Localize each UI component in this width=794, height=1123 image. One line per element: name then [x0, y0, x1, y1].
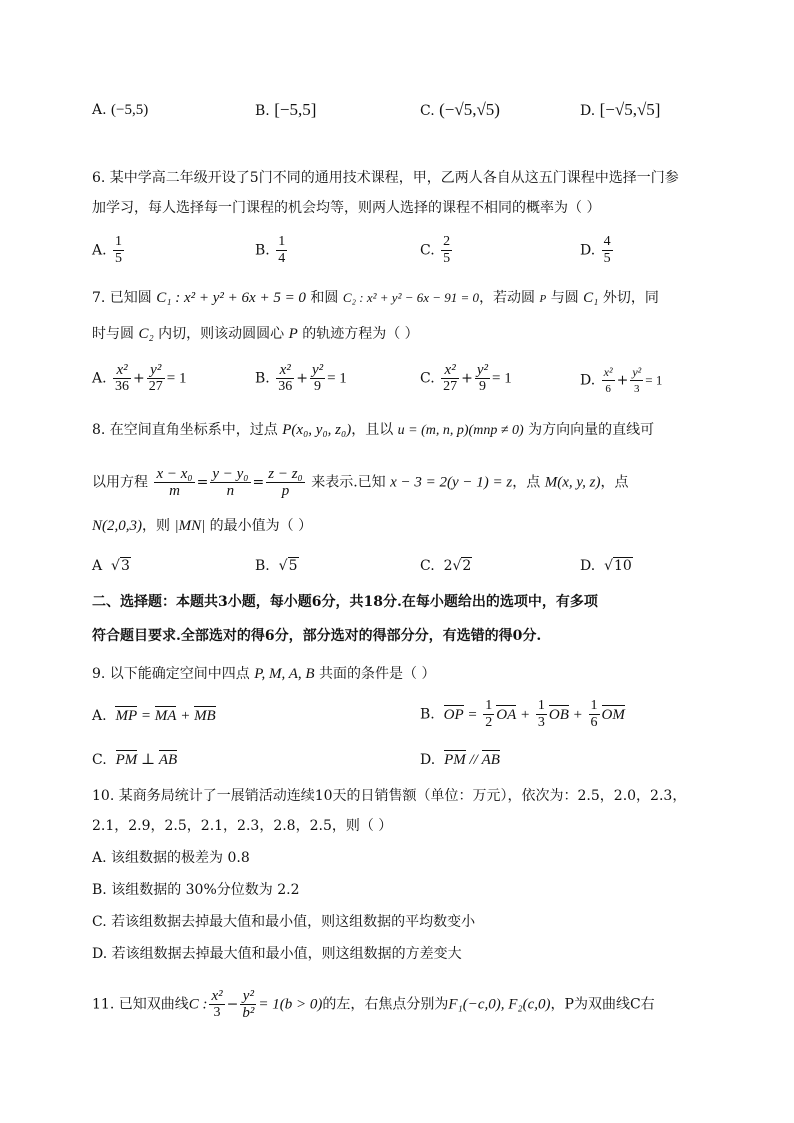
q7-option-d: D. $\frac{\text{x²}}{6}$ + $\frac{\text{y²}}{3}$ = 1 — [580, 365, 663, 395]
q8-stem-line1: 8. 在空间直角坐标系中，过点 P(x₀, y₀, z₀)，且以 u = (m, n, p)(mnp ≠ 0) 为方向向量的直线可 — [92, 422, 655, 438]
q9-option-b: B. OP = $\frac{1}{2}$ OA + $\frac{1}{3}$ OB + $\frac{1}{6}$ OM — [420, 698, 625, 730]
q6-option-b: B. $\frac{1}{4}$ — [255, 234, 286, 266]
q9-option-a: A. MP = MA + MB — [92, 708, 216, 724]
q7-option-a: A. $\frac{\text{x²}}{36}$ + $\frac{\text{y²}}{27}$ = 1 — [92, 362, 187, 394]
q8-stem-line3: N(2,0,3)，则 |MN| 的最小值为（ ） — [92, 518, 313, 534]
q5-option-a: A. (−5,5) — [92, 102, 149, 118]
q9-stem: 9. 以下能确定空间中四点 P, M, A, B 共面的条件是（ ） — [92, 666, 436, 682]
q7-option-c: C. $\frac{\text{x²}}{27}$ + $\frac{\text{y²}}{9}$ = 1 — [420, 362, 512, 394]
q8-option-c: C. 2√2 — [420, 558, 472, 574]
q11-stem: 11. 已知双曲线C : $\frac{\text{x²}}{3}$ − $\frac{\text{y²}}{\text{b²}}$ = 1(b > 0)的左，右焦点分别为F₁(−c,0), F₂(c,0)，P为双曲线C右 — [92, 988, 655, 1021]
q8-option-b: B. √5 — [255, 558, 298, 574]
q6-option-a: A. $\frac{1}{5}$ — [92, 234, 123, 266]
q5-option-b: B. [−5,5] — [255, 100, 317, 119]
q10-option-b: B. 该组数据的 30%分位数为 2.2 — [92, 882, 300, 898]
q8-stem-line2: 以用方程 $\frac{\text{x − x₀}}{m}$ = $\frac{\text{y − y₀}}{n}$ = $\frac{\text{z − z₀}}{p}$ 来表示.已知 x − 3 = 2(y − 1) = z，点 M(x, y, z)，点 — [92, 466, 629, 499]
q10-stem-line1: 10. 某商务局统计了一展销活动连续10天的日销售额（单位：万元），依次为：2.5，2.0，2.3， — [92, 788, 687, 804]
q8-option-a: A √3 — [92, 558, 130, 574]
q6-option-c: C. $\frac{2}{5}$ — [420, 234, 451, 266]
q9-option-c: C. PM ⊥ AB — [92, 752, 178, 768]
q10-option-d: D. 若该组数据去掉最大值和最小值，则这组数据的方差变大 — [92, 946, 462, 962]
q8-option-d: D. √10 — [580, 558, 632, 574]
q7-stem-line2: 时与圆 C₂ 内切，则该动圆圆心 P 的轨迹方程为（ ） — [92, 326, 419, 342]
q5-option-d: D. [−√5,√5] — [580, 100, 661, 119]
q10-stem-line2: 2.1，2.9，2.5，2.1，2.3，2.8，2.5，则（ ） — [92, 818, 393, 834]
q9-option-d: D. PM // AB — [420, 752, 500, 768]
q7-stem-line1: 7. 已知圆 C₁ : x² + y² + 6x + 5 = 0 和圆 C₂ : x² + y² − 6x − 91 = 0，若动圆 P 与圆 C₁ 外切，同 — [92, 290, 659, 306]
q6-stem-line1: 6. 某中学高二年级开设了5门不同的通用技术课程，甲，乙两人各自从这五门课程中选择一门参 — [92, 170, 679, 186]
q10-option-a: A. 该组数据的极差为 0.8 — [92, 850, 250, 866]
section2-heading-line1: 二、选择题：本题共3小题，每小题6分，共18分.在每小题给出的选项中，有多项 — [92, 594, 598, 610]
q10-option-c: C. 若该组数据去掉最大值和最小值，则这组数据的平均数变小 — [92, 914, 476, 930]
q6-stem-line2: 加学习，每人选择每一门课程的机会均等，则两人选择的课程不相同的概率为（ ） — [92, 200, 601, 216]
section2-heading-line2: 符合题目要求.全部选对的得6分，部分选对的得部分分，有选错的得0分. — [92, 628, 542, 644]
q5-option-c: C. (−√5,√5) — [420, 100, 500, 119]
q6-option-d: D. $\frac{4}{5}$ — [580, 234, 611, 266]
q7-option-b: B. $\frac{\text{x²}}{36}$ + $\frac{\text{y²}}{9}$ = 1 — [255, 362, 347, 394]
